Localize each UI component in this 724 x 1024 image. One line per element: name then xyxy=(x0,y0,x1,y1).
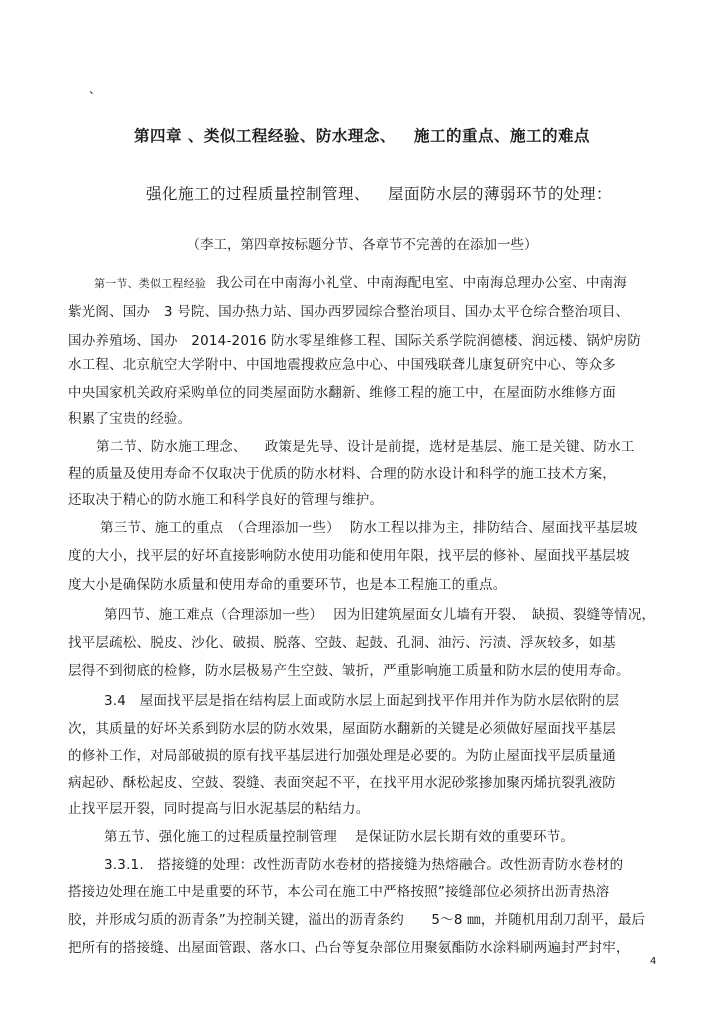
paragraph-line: 积累了宝贵的经验。 xyxy=(68,411,192,427)
page-number: 4 xyxy=(650,956,657,967)
paragraph-line: 水工程、北京航空大学附中、中国地震搜救应急中心、中国残联聋儿康复研究中心、等众多 xyxy=(68,357,616,373)
paragraph-line: 把所有的搭接缝、出屋面管跟、落水口、凸台等复杂部位用聚氨酯防水涂料刷两遍封严封牢， xyxy=(68,940,630,956)
paragraph-line: 中央国家机关政府采购单位的同类屋面防水翻新、维修工程的施工中，在屋面防水维修方面 xyxy=(68,385,616,401)
paragraph-line: 的修补工作，对局部破损的原有找平基层进行加强处理是必要的。为防止屋面找平层质量通 xyxy=(68,748,616,764)
paragraph-line: 第一节、类似工程经验 我公司在中南海小礼堂、中南海配电室、中南海总理办公室、中南海 xyxy=(94,275,627,291)
paragraph-line: 程的质量及使用寿命不仅取决于优质的防水材料、合理的防水设计和科学的施工技术方案， xyxy=(68,466,616,482)
paragraph-line: 第四节、施工难点（合理添加一些） 因为旧建筑屋面女儿墙有开裂、 缺损、裂缝等情况， xyxy=(104,607,656,623)
paragraph-line: 第三节、施工的重点 （合理添加一些） 防水工程以排为主，排防结合、屋面找平基层坡 xyxy=(100,520,638,536)
section-heading: 第二节、防水施工理念、 xyxy=(96,439,247,455)
paragraph-line: 3.4 屋面找平层是指在结构层上面或防水层上面起到找平作用并作为防水层依附的层 xyxy=(104,693,620,709)
paragraph-line: 层得不到彻底的检修，防水层极易产生空鼓、皱折，严重影响施工质量和防水层的使用寿命。 xyxy=(68,663,630,679)
section-subtitle: 强化施工的过程质量控制管理、 屋面防水层的薄弱环节的处理： xyxy=(146,185,613,203)
paragraph-line: 病起砂、酥松起皮、空鼓、裂缝、表面突起不平，在找平用水泥砂浆掺加聚丙烯抗裂乳液防 xyxy=(68,775,616,791)
chapter-title: 第四章 、类似工程经验、防水理念、 施工的重点、施工的难点 xyxy=(134,127,590,145)
paragraph-line: 次，其质量的好坏关系到防水层的防水效果，屋面防水翻新的关键是必须做好屋面找平基层 xyxy=(68,721,616,737)
paragraph-line: 止找平层开裂，同时提高与旧水泥基层的粘结力。 xyxy=(68,801,370,817)
paragraph-line: 紫光阁、国办 3 号院、国办热力站、国办西罗园综合整治项目、国办太平仓综合整治项目、 xyxy=(68,304,630,320)
paragraph-line: 度大小是确保防水质量和使用寿命的重要环节，也是本工程施工的重点。 xyxy=(68,577,507,593)
section-heading: 第一节、类似工程经验 xyxy=(94,277,206,290)
section-heading: 第四节、施工难点（合理添加一些） xyxy=(104,607,324,623)
paragraph-line: 国办养殖场、国办 2014-2016 防水零星维修工程、国际关系学院润德楼、润远楼、锅炉房防 xyxy=(68,333,642,349)
stray-mark: 、 xyxy=(89,82,102,96)
paragraph-line: 胶，并形成匀质的沥青条”为控制关键，溢出的沥青条约 5～8 ㎜，并随机用刮刀刮平，最后 xyxy=(68,912,646,928)
paragraph-line: 3.3.1. 搭接缝的处理：改性沥青防水卷材的搭接缝为热熔融合。改性沥青防水卷材的 xyxy=(104,857,624,873)
editor-note: （李工，第四章按标题分节、各章节不完善的在添加一些） xyxy=(186,237,538,253)
paragraph-line: 找平层疏松、脱皮、沙化、破损、脱落、空鼓、起鼓、孔洞、油污、污渍、浮灰较多，如基 xyxy=(68,635,616,651)
paragraph-line: 第五节、强化施工的过程质量控制管理 是保证防水层长期有效的重要环节。 xyxy=(104,829,575,845)
section-heading: 第五节、强化施工的过程质量控制管理 xyxy=(104,829,337,845)
paragraph-line: 度的大小，找平层的好坏直接影响防水使用功能和使用年限，找平层的修补、屋面找平基层坡 xyxy=(68,548,630,564)
paragraph-line: 第二节、防水施工理念、 政策是先导、设计是前提，选材是基层、施工是关键、防水工 xyxy=(96,439,635,455)
section-heading: 第三节、施工的重点 （合理添加一些） xyxy=(100,520,340,536)
paragraph-line: 还取决于精心的防水施工和科学良好的管理与维护。 xyxy=(68,492,384,508)
paragraph-line: 搭接边处理在施工中是重要的环节，本公司在施工中严格按照”接缝部位必须挤出沥青热溶 xyxy=(68,884,610,900)
